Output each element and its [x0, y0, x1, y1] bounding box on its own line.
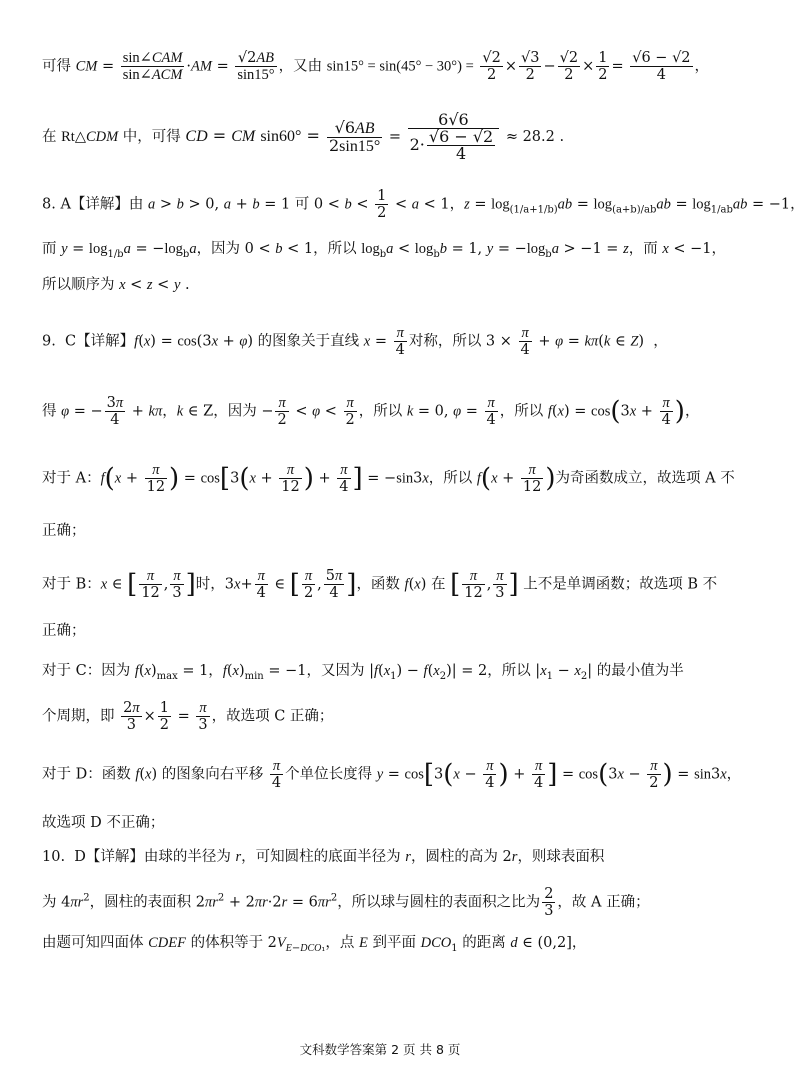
text-line: 对于 B：x ∈ [ $\frac{\pi}{12}$ , $\frac{\pi}{3}$ ]时，3x+ $\frac{\pi}{4}$ ∈ [ $\frac{\pi}{2}$ , $\frac{5\pi}{4}$ ]，函数 f(x) 在 [ $\frac{\pi}{12}$ , $\frac{\pi}{3}$ ] 上不是单调函数；故选项 B 不	[42, 568, 718, 601]
page-footer: 文科数学答案第 2 页 共 8 页	[299, 1042, 461, 1057]
text-line: 9. C【详解】f(x) = cos(3x + φ) 的图象关于直线 x = $\frac{\pi}{4}$ 对称，所以 3 × $\frac{\pi}{4}$ + φ = kπ(k ∈ Z) ，	[42, 325, 668, 358]
text-line: 在 Rt△CDM 中，可得 CD = CM sin60° = $\frac{√6AB}{2\sin 15^\circ}$ = 6√6 2· $\frac{√6 - √2}{4}$ ≈ 28.2 .	[42, 110, 565, 163]
text-line: 而 $y = \log_{1/b}a = -\log_ba$，因为 0 < b < 1，所以 $\log_ba < \log_bb = 1$, $y = -\log_ba > -1 = z$，而 x < −1，	[42, 241, 727, 260]
text-line: 由题可知四面体 CDEF 的体积等于 $2V_{E-DCO_1}$，点 E 到平面 $DCO_1$ 的距离 d ∈ (0,2]，	[42, 935, 587, 954]
text-line: 正确；	[42, 623, 86, 639]
text-line: 可得 CM = $\frac{\text{sin∠CAM}}{\text{sin∠ACM}}$ ·AM = $\frac{√2AB}{\sin 15^\circ}$ ，又由 sin15° = sin(45° − 30°) = $\frac{√2}{2}$ × $\frac{√3}{2}$ − $\frac{√2}{2}$ × $\frac{1}{2}$ = $\frac{√6 - √2}{4}$ ，	[42, 50, 710, 83]
text-line: 10. D【详解】由球的半径为 r，可知圆柱的底面半径为 r，圆柱的高为 2r，则球表面积	[42, 849, 605, 865]
text-line: 对于 A：f(x + $\frac{\pi}{12}$ ) = cos[3(x + $\frac{\pi}{12}$ ) + $\frac{\pi}{4}$ ] = −sin3x，所以 f(x + $\frac{\pi}{12}$ )为奇函数成立，故选项 A 不	[42, 462, 735, 495]
text-line: 对于 D：函数 f(x) 的图象向右平移 $\frac{\pi}{4}$ 个单位长度得 y = cos[3(x − $\frac{\pi}{4}$ ) + $\frac{\pi}{4}$ ] = cos(3x − $\frac{\pi}{2}$ ) = sin3x，	[42, 758, 742, 791]
text-line: 正确；	[42, 523, 86, 539]
text-line: 为 $4\pi r^2$，圆柱的表面积 $2\pi r^2 + 2\pi r\cdot 2r = 6\pi r^2$，所以球与圆柱的表面积之比为 $\frac{2}{3}$ ，故 A 正确；	[42, 886, 650, 919]
text-line: 8. A【详解】由 a > b > 0, a + b = 1 可 0 < b < $\frac{1}{2}$ < a < 1，$z = \log_{(1/a+1/b)}ab = \log_{(a+b)/ab}ab = \log_{1/ab}ab = -1$，	[42, 188, 805, 221]
text-line: 对于 C：因为 $f(x)_{max} = 1$，$f(x)_{min} = -1$，又因为 $|f(x_1) - f(x_2)| = 2$，所以 $|x_1 - x_2|$ 的最小值为半	[42, 663, 684, 682]
text-line: 故选项 D 不正确；	[42, 815, 165, 831]
text-line: 得 φ = − $\frac{3\pi}{4}$ + kπ，k ∈ Z，因为 − $\frac{\pi}{2}$ < φ < $\frac{\pi}{2}$ ，所以 k = 0, φ = $\frac{\pi}{4}$ ，所以 f(x) = cos(3x + $\frac{\pi}{4}$ )，	[42, 395, 700, 428]
text-line: 所以顺序为 x < z < y .	[42, 277, 190, 293]
text-line: 个周期，即 $\frac{2\pi}{3}$ × $\frac{1}{2}$ = $\frac{\pi}{3}$ ，故选项 C 正确；	[42, 700, 334, 733]
